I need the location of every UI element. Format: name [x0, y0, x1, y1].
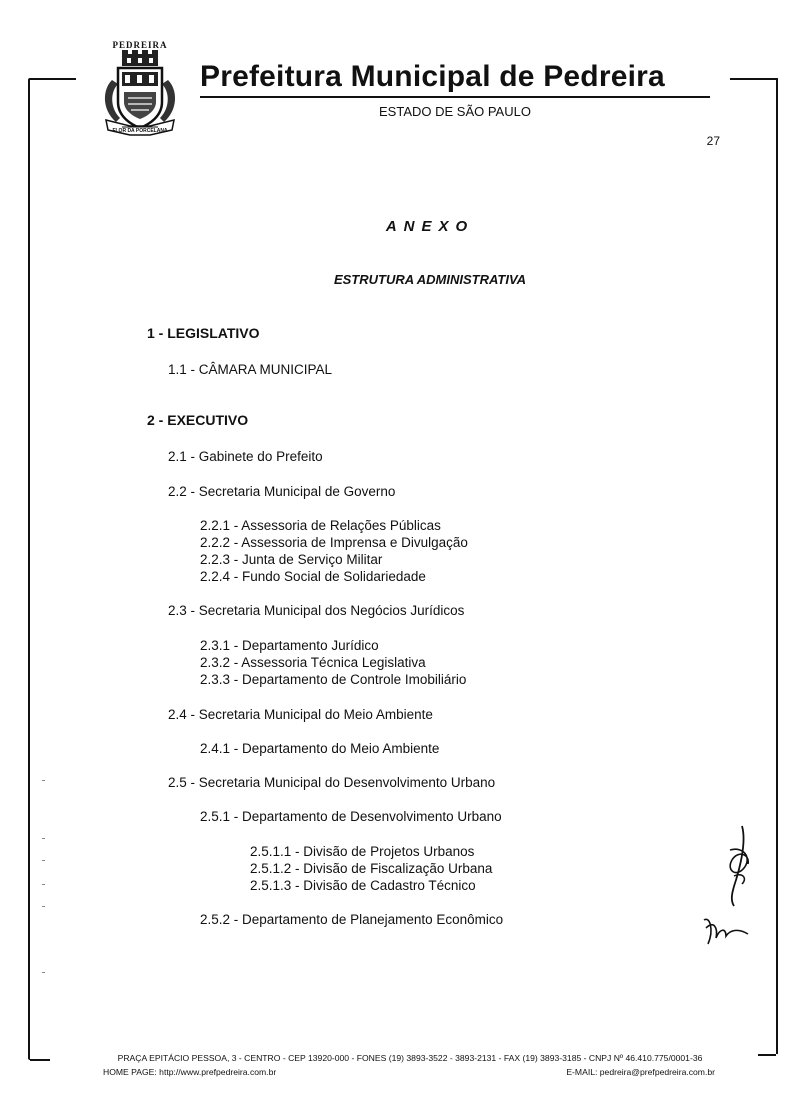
scan-speck	[42, 838, 45, 839]
outline-item: 2.4.1 - Departamento do Meio Ambiente	[200, 741, 440, 756]
state-subtitle: ESTADO DE SÃO PAULO	[379, 104, 531, 119]
scan-speck	[42, 860, 45, 861]
crest-top-text: PEDREIRA	[112, 40, 168, 50]
crest-motto: FLOR DA PORCELANA	[112, 128, 168, 134]
outline-item: 2.4 - Secretaria Municipal do Meio Ambiente	[168, 707, 433, 722]
outline-item: 2.2.3 - Junta de Serviço Militar	[200, 552, 383, 567]
outline-item: 2.2 - Secretaria Municipal de Governo	[168, 484, 396, 499]
outline-item: 2.1 - Gabinete do Prefeito	[168, 449, 323, 464]
outline-item: 2.3.1 - Departamento Jurídico	[200, 638, 379, 653]
scan-speck	[42, 780, 45, 781]
outline-item: 2.5.1.1 - Divisão de Projetos Urbanos	[250, 844, 475, 859]
page-number: 27	[706, 134, 720, 148]
page-frame-top-right	[730, 78, 776, 80]
annex-title: ANEXO	[385, 218, 475, 235]
coat-of-arms-logo	[94, 40, 186, 145]
outline-item: 1.1 - CÂMARA MUNICIPAL	[168, 362, 333, 377]
annex-subtitle: ESTRUTURA ADMINISTRATIVA	[333, 272, 527, 287]
page-frame-right	[776, 78, 778, 1054]
scan-speck	[42, 884, 45, 885]
outline-item: 2.5.1.3 - Divisão de Cadastro Técnico	[250, 878, 476, 893]
title-underline	[200, 96, 710, 98]
footer-address: PRAÇA EPITÁCIO PESSOA, 3 - CENTRO - CEP 13920-000 - FONES (19) 3893-3522 - 3893-2131 - FAX (19) 3893-3185 - CNPJ Nº 46.410.775/0001-36	[117, 1053, 703, 1063]
outline-item: 2.2.1 - Assessoria de Relações Públicas	[200, 518, 441, 533]
scan-speck	[42, 972, 45, 973]
page-frame-bottom-right	[758, 1054, 776, 1056]
outline-item: 2.3.2 - Assessoria Técnica Legislativa	[200, 655, 426, 670]
outline-item: 2.2.4 - Fundo Social de Solidariedade	[200, 569, 426, 584]
footer-email: E-MAIL: pedreira@prefpedreira.com.br	[566, 1067, 715, 1077]
page-frame-top-left	[30, 78, 76, 80]
outline-item: 2.5 - Secretaria Municipal do Desenvolvimento Urbano	[168, 775, 496, 790]
outline-item: 2 - EXECUTIVO	[147, 412, 249, 428]
outline-item: 2.3 - Secretaria Municipal dos Negócios Jurídicos	[168, 603, 465, 618]
scan-speck	[42, 906, 45, 907]
page-title: Prefeitura Municipal de Pedreira	[200, 60, 665, 93]
handwritten-signature-icon	[690, 820, 770, 960]
page-frame-left	[28, 78, 30, 1060]
footer-homepage: HOME PAGE: http://www.prefpedreira.com.br	[103, 1067, 277, 1077]
page-frame-bottom-left	[30, 1059, 50, 1061]
outline-item: 2.5.2 - Departamento de Planejamento Econômico	[200, 912, 504, 927]
outline-item: 2.5.1.2 - Divisão de Fiscalização Urbana	[250, 861, 493, 876]
outline-item: 1 - LEGISLATIVO	[147, 325, 260, 341]
outline-item: 2.3.3 - Departamento de Controle Imobiliário	[200, 672, 467, 687]
outline-item: 2.2.2 - Assessoria de Imprensa e Divulgação	[200, 535, 468, 550]
outline-item: 2.5.1 - Departamento de Desenvolvimento Urbano	[200, 809, 502, 824]
